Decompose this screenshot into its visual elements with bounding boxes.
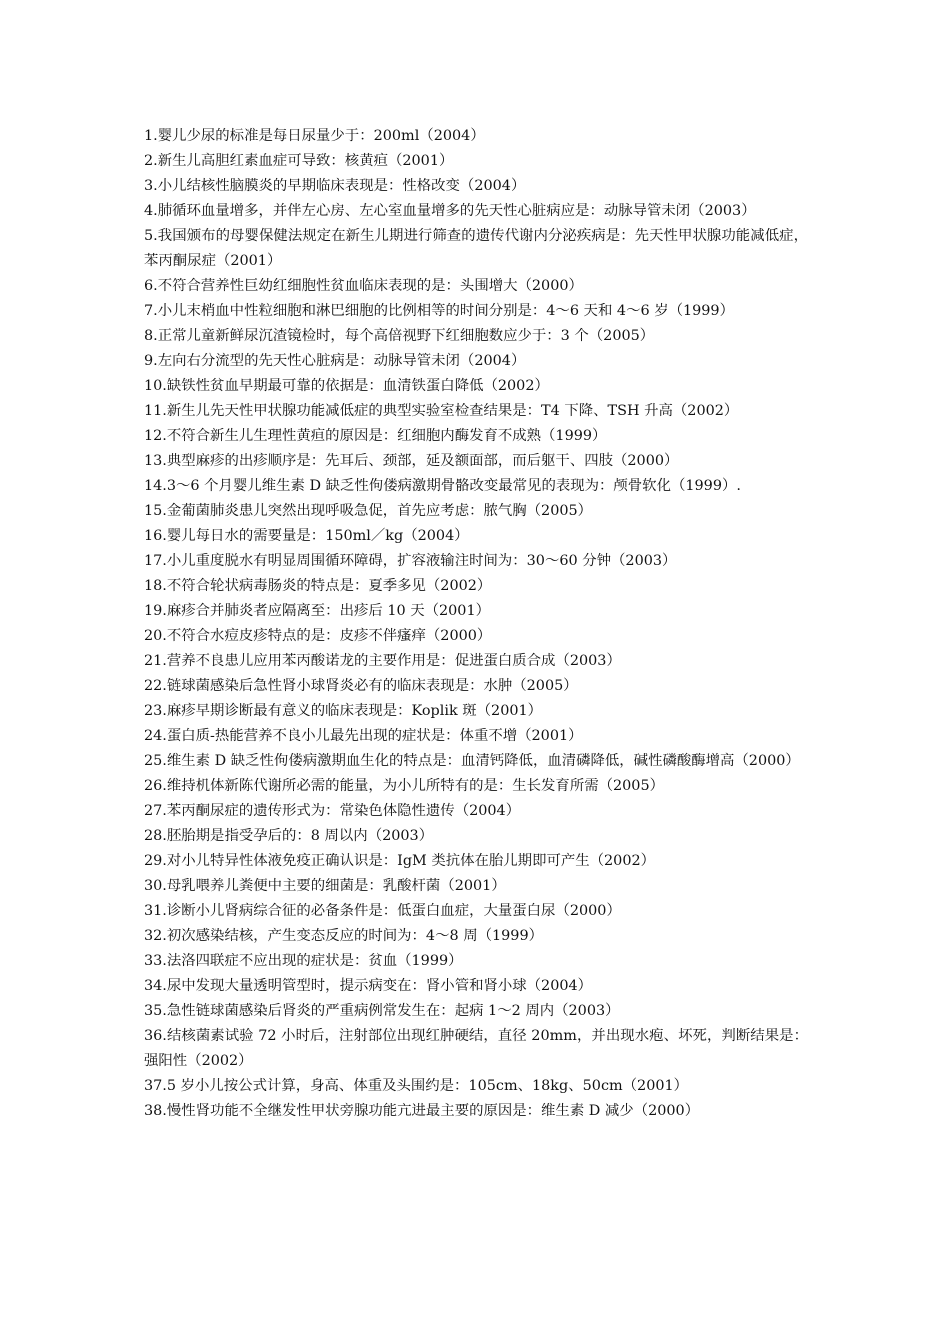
list-item: 22.链球菌感染后急性肾小球肾炎必有的临床表现是：水肿（2005） [144, 678, 578, 694]
list-item: 10.缺铁性贫血早期最可靠的依据是：血清铁蛋白降低（2002） [144, 378, 549, 394]
list-item: 9.左向右分流型的先天性心脏病是：动脉导管未闭（2004） [144, 353, 526, 369]
list-item: 28.胚胎期是指受孕后的：8 周以内（2003） [144, 828, 434, 844]
list-item: 19.麻疹合并肺炎者应隔离至：出疹后 10 天（2001） [144, 603, 491, 619]
list-item: 4.肺循环血量增多，并伴左心房、左心室血量增多的先天性心脏病应是：动脉导管未闭（2003） [144, 203, 756, 219]
list-item: 34.尿中发现大量透明管型时，提示病变在：肾小管和肾小球（2004） [144, 978, 593, 994]
list-item: 15.金葡菌肺炎患儿突然出现呼吸急促，首先应考虑：脓气胸（2005） [144, 503, 593, 519]
list-item: 25.维生素 D 缺乏性佝偻病激期血生化的特点是：血清钙降低，血清磷降低，碱性磷酸酶增高（2000） [144, 753, 800, 769]
list-item: 1.婴儿少尿的标准是每日尿量少于：200ml（2004） [144, 128, 485, 144]
list-item: 37.5 岁小儿按公式计算，身高、体重及头围约是：105cm、18kg、50cm（2001） [144, 1078, 689, 1094]
list-item: 8.正常儿童新鲜尿沉渣镜检时，每个高倍视野下红细胞数应少于：3 个（2005） [144, 328, 655, 344]
list-item: 14.3～6 个月婴儿维生素 D 缺乏性佝偻病激期骨骼改变最常见的表现为：颅骨软化（1999）. [144, 478, 741, 494]
list-item: 21.营养不良患儿应用苯丙酸诺龙的主要作用是：促进蛋白质合成（2003） [144, 653, 621, 669]
list-item: 38.慢性肾功能不全继发性甲状旁腺功能亢进最主要的原因是：维生素 D 减少（2000） [144, 1103, 700, 1119]
list-item: 16.婴儿每日水的需要量是：150ml／kg（2004） [144, 528, 469, 544]
list-item: 3.小儿结核性脑膜炎的早期临床表现是：性格改变（2004） [144, 178, 526, 194]
list-item: 30.母乳喂养儿粪便中主要的细菌是：乳酸杆菌（2001） [144, 878, 506, 894]
list-item: 26.维持机体新陈代谢所必需的能量，为小儿所特有的是：生长发育所需（2005） [144, 778, 665, 794]
list-item: 17.小儿重度脱水有明显周围循环障碍，扩容液输注时间为：30～60 分钟（2003） [144, 553, 677, 569]
list-item: 33.法洛四联症不应出现的症状是：贫血（1999） [144, 953, 463, 969]
list-item: 32.初次感染结核，产生变态反应的时间为：4～8 周（1999） [144, 928, 543, 944]
list-item: 24.蛋白质-热能营养不良小儿最先出现的症状是：体重不增（2001） [144, 728, 583, 744]
list-item: 27.苯丙酮尿症的遗传形式为：常染色体隐性遗传（2004） [144, 803, 521, 819]
list-item: 36.结核菌素试验 72 小时后，注射部位出现红肿硬结，直径 20mm，并出现水疱、坏死，判断结果是：强阳性（2002） [144, 1028, 808, 1069]
list-item: 29.对小儿特异性体液免疫正确认识是：IgM 类抗体在胎儿期即可产生（2002） [144, 853, 656, 869]
document-body [144, 124, 808, 1124]
list-item: 12.不符合新生儿生理性黄疸的原因是：红细胞内酶发育不成熟（1999） [144, 428, 607, 444]
list-item: 6.不符合营养性巨幼红细胞性贫血临床表现的是：头围增大（2000） [144, 278, 583, 294]
list-item: 23.麻疹早期诊断最有意义的临床表现是：Koplik 斑（2001） [144, 703, 543, 719]
list-item: 20.不符合水痘皮疹特点的是：皮疹不伴瘙痒（2000） [144, 628, 492, 644]
list-item: 11.新生儿先天性甲状腺功能减低症的典型实验室检查结果是：T4 下降、TSH 升高（2002） [144, 403, 739, 419]
list-item: 13.典型麻疹的出疹顺序是：先耳后、颈部，延及额面部，而后躯干、四肢（2000） [144, 453, 679, 469]
list-item: 31.诊断小儿肾病综合征的必备条件是：低蛋白血症，大量蛋白尿（2000） [144, 903, 621, 919]
list-item: 7.小儿末梢血中性粒细胞和淋巴细胞的比例相等的时间分别是：4～6 天和 4～6 岁（1999） [144, 303, 734, 319]
list-item: 35.急性链球菌感染后肾炎的严重病例常发生在：起病 1～2 周内（2003） [144, 1003, 620, 1019]
list-item: 5.我国颁布的母婴保健法规定在新生儿期进行筛查的遗传代谢内分泌疾病是：先天性甲状腺功能减低症，苯丙酮尿症（2001） [144, 228, 808, 269]
list-item: 18.不符合轮状病毒肠炎的特点是：夏季多见（2002） [144, 578, 492, 594]
list-item: 2.新生儿高胆红素血症可导致：核黄疸（2001） [144, 153, 454, 169]
